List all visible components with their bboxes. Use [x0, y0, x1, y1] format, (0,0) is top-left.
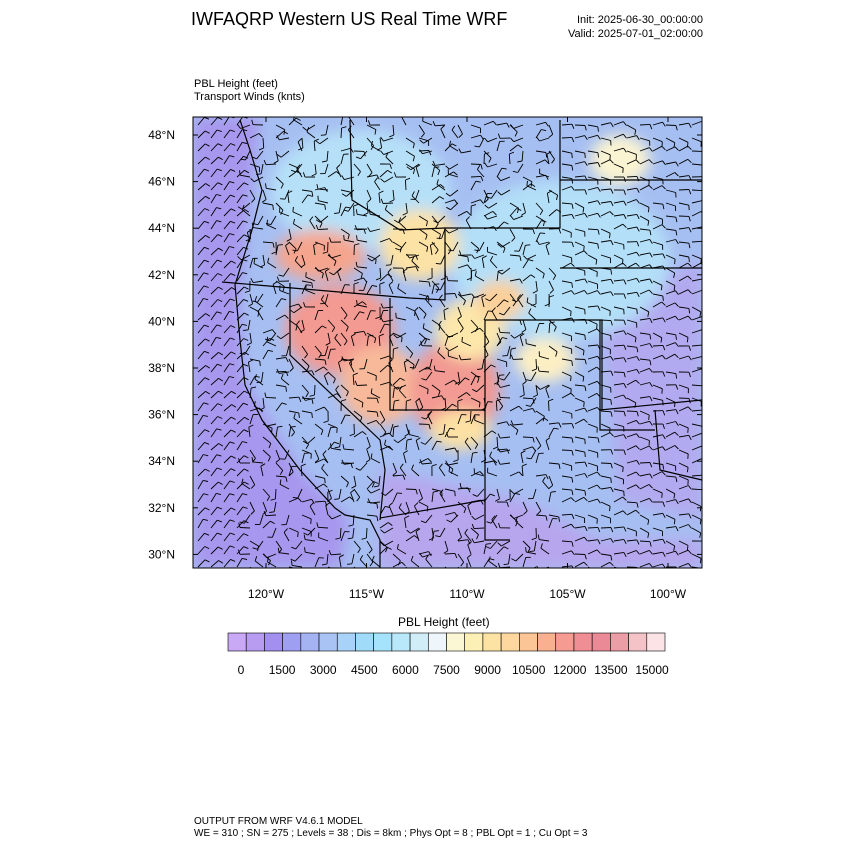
- lon-tick-label: 105°W: [549, 587, 586, 601]
- wind-barb-flag: [585, 153, 586, 158]
- wind-barb-flag: [585, 452, 586, 457]
- wind-barb-flag: [376, 259, 377, 264]
- colorbar-swatch: [447, 633, 465, 651]
- colorbar-tick-label: 12000: [553, 663, 587, 677]
- wind-barb: [575, 125, 585, 126]
- wind-barb-flag: [359, 574, 361, 579]
- wind-barb-flag: [325, 478, 326, 483]
- wind-barb: [474, 528, 484, 529]
- colorbar-swatch: [592, 633, 610, 651]
- wind-barb-flag: [260, 361, 261, 366]
- wind-barb-flag: [525, 245, 530, 246]
- lat-tick-label: 46°N: [148, 174, 175, 189]
- wind-barb-flag: [402, 337, 403, 342]
- wind-barb: [653, 345, 663, 346]
- colorbar-tick-label: 15000: [635, 663, 669, 677]
- colorbar-tick-label: 9000: [474, 663, 501, 677]
- wind-barb-flag: [597, 324, 598, 329]
- wind-barb: [601, 528, 611, 529]
- lat-tick-label: 36°N: [148, 407, 175, 422]
- wind-barb-flag: [540, 233, 545, 234]
- colorbar-tick-label: 0: [237, 663, 245, 677]
- lat-tick-label: 40°N: [148, 314, 175, 329]
- wind-barb-flag: [343, 115, 348, 116]
- wind-barb-flag: [349, 113, 352, 117]
- wind-barb-flag: [272, 428, 273, 433]
- colorbar-swatch: [355, 633, 373, 651]
- colorbar-swatch: [374, 633, 392, 651]
- colorbar-swatch: [629, 633, 647, 651]
- colorbar-tick-label: 6000: [392, 663, 419, 677]
- wind-barb: [341, 128, 342, 138]
- wind-barb-flag: [572, 153, 573, 158]
- vector-field-label: Transport Winds (knts): [194, 91, 305, 103]
- colorbar-tick-label: 7500: [433, 663, 460, 677]
- wind-barb-flag: [584, 402, 585, 407]
- wind-barb-flag: [401, 113, 405, 117]
- colorbar-swatch: [610, 633, 628, 651]
- wind-barb-flag: [347, 564, 352, 565]
- wind-barb: [601, 463, 611, 464]
- wind-barb: [562, 137, 572, 138]
- wind-barb: [640, 463, 650, 464]
- shaded-field-label: PBL Height (feet): [194, 78, 278, 90]
- colorbar-swatch: [465, 633, 483, 651]
- colorbar-swatch: [337, 633, 355, 651]
- colorbar-tick-label: 13500: [594, 663, 628, 677]
- colorbar-swatch: [538, 633, 556, 651]
- colorbar-swatch: [574, 633, 592, 651]
- colorbar: [228, 633, 669, 677]
- wind-barb: [406, 489, 416, 490]
- lat-tick-label: 30°N: [148, 547, 175, 562]
- wind-barb-flag: [675, 402, 676, 407]
- wind-barb-flag: [436, 263, 441, 264]
- colorbar-tick-label: 10500: [512, 663, 546, 677]
- wind-barb-flag: [345, 415, 350, 416]
- wind-barb: [575, 554, 585, 555]
- model-info-line-1: OUTPUT FROM WRF V4.6.1 MODEL: [194, 816, 363, 827]
- wind-barb-flag: [527, 181, 528, 186]
- wind-barb-flag: [526, 547, 527, 552]
- wind-barb-flag: [357, 300, 358, 305]
- wind-barb-flag: [267, 220, 268, 225]
- wind-barb-flag: [397, 493, 402, 494]
- wind-barb: [471, 164, 481, 165]
- wind-barb-flag: [596, 572, 597, 577]
- valid-time: Valid: 2025-07-01_02:00:00: [568, 28, 703, 40]
- init-time: Init: 2025-06-30_00:00:00: [577, 14, 703, 26]
- wind-barb: [500, 397, 510, 398]
- colorbar-swatch: [301, 633, 319, 651]
- wind-barb-flag: [583, 350, 584, 355]
- wind-barb-flag: [661, 285, 662, 290]
- wind-barb-flag: [648, 207, 649, 212]
- wind-barb: [266, 397, 276, 398]
- lat-tick-label: 48°N: [148, 128, 175, 142]
- lon-tick-label: 100°W: [649, 587, 687, 601]
- lat-tick-label: 34°N: [148, 454, 175, 469]
- wind-barb: [523, 437, 533, 438]
- colorbar-swatch: [392, 633, 410, 651]
- wind-barb-flag: [407, 576, 411, 580]
- wind-barb: [640, 124, 650, 125]
- wind-barb: [500, 332, 510, 333]
- wind-barb: [275, 489, 276, 499]
- wind-barb-flag: [306, 285, 311, 286]
- lon-tick-label: 120°W: [247, 587, 285, 601]
- wind-barb: [318, 229, 328, 230]
- wind-barb: [445, 268, 446, 278]
- lat-tick-label: 42°N: [148, 267, 175, 282]
- colorbar-tick-label: 1500: [268, 663, 296, 677]
- colorbar-swatch: [519, 633, 537, 651]
- wind-barb-flag: [293, 207, 294, 212]
- wind-barb-flag: [649, 415, 650, 420]
- wind-barb-flag: [428, 389, 429, 394]
- model-info: [194, 816, 587, 840]
- wind-barb-flag: [312, 413, 313, 418]
- wind-barb-flag: [526, 339, 527, 344]
- wind-barb: [471, 176, 481, 177]
- wind-barb-flag: [637, 309, 638, 314]
- wind-barb-flag: [278, 245, 283, 246]
- wind-barb-flag: [253, 575, 256, 579]
- wind-barb-flag: [702, 568, 703, 573]
- wind-barb-flag: [410, 368, 415, 369]
- colorbar-title: PBL Height (feet): [398, 615, 490, 629]
- wind-barb-flag: [311, 519, 312, 524]
- wind-barb: [445, 553, 455, 554]
- lon-tick-label: 115°W: [348, 587, 385, 601]
- wind-barb: [405, 180, 406, 190]
- wind-barb-flag: [321, 135, 326, 136]
- wind-barb: [679, 190, 689, 191]
- wind-barb-flag: [299, 413, 300, 418]
- colorbar-swatch: [428, 633, 446, 651]
- wind-barb-flag: [623, 467, 624, 472]
- wind-barb: [445, 294, 455, 295]
- wind-barb-flag: [462, 337, 463, 342]
- wind-barb-flag: [524, 568, 528, 571]
- wind-barb-flag: [584, 246, 585, 251]
- wind-barb: [562, 450, 572, 451]
- colorbar-swatch: [501, 633, 519, 651]
- wind-barb: [383, 203, 393, 204]
- wind-barb: [575, 359, 585, 360]
- wind-barb: [536, 359, 537, 369]
- wind-barb-flag: [462, 574, 464, 578]
- wind-barb: [315, 385, 316, 395]
- wind-barb-flag: [479, 402, 480, 407]
- wind-barb-flag: [610, 506, 611, 511]
- wind-barb-flag: [486, 544, 491, 545]
- wind-barb-flag: [280, 199, 285, 200]
- wind-barb: [601, 320, 611, 321]
- wind-barb-flag: [610, 233, 611, 238]
- lat-tick-label: 38°N: [148, 361, 175, 375]
- wind-barb-flag: [273, 205, 274, 210]
- wind-barb-flag: [675, 259, 676, 264]
- wind-barb: [627, 176, 637, 177]
- wind-barb-flag: [571, 311, 572, 316]
- wind-barb-flag: [386, 265, 391, 266]
- wind-barb-flag: [344, 235, 345, 240]
- wind-barb: [471, 271, 472, 281]
- lat-tick-label: 44°N: [148, 221, 175, 236]
- colorbar-swatch: [228, 633, 246, 651]
- wind-barb-flag: [298, 532, 299, 537]
- colorbar-swatch: [483, 633, 501, 651]
- pbl-shading: [193, 113, 705, 580]
- colorbar-swatch: [556, 633, 574, 651]
- wind-barb-flag: [451, 573, 453, 578]
- lat-tick-label: 32°N: [148, 500, 175, 515]
- wind-barb-flag: [663, 296, 664, 301]
- colorbar-swatch: [319, 633, 337, 651]
- lon-tick-label: 110°W: [449, 587, 485, 601]
- wind-barb: [692, 190, 702, 191]
- wind-barb-flag: [571, 376, 572, 381]
- wind-barb-flag: [585, 335, 586, 340]
- wind-barb: [549, 401, 550, 411]
- colorbar-swatch: [410, 633, 428, 651]
- wind-barb-flag: [700, 558, 701, 563]
- wind-barb-flag: [434, 531, 439, 532]
- map-title: IWFAQRP Western US Real Time WRF: [191, 9, 508, 29]
- colorbar-swatch: [283, 633, 301, 651]
- wind-barb: [627, 411, 637, 412]
- model-info-line-2: WE = 310 ; SN = 275 ; Levels = 38 ; Dis = 8km ; Phys Opt = 8 ; PBL Opt = 1 ; Cu Opt = 3: [194, 828, 588, 839]
- wind-barb-flag: [499, 375, 504, 376]
- wind-barb: [240, 528, 250, 529]
- colorbar-swatch: [246, 633, 264, 651]
- wind-barb: [357, 385, 367, 386]
- colorbar-swatch: [264, 633, 282, 651]
- wind-barb: [666, 125, 676, 126]
- wind-barb-flag: [689, 257, 690, 262]
- wind-barb-flag: [299, 569, 300, 574]
- wind-barb-flag: [334, 499, 339, 500]
- wind-barb-flag: [624, 491, 625, 496]
- colorbar-tick-label: 3000: [309, 663, 337, 677]
- wind-barb: [588, 527, 598, 528]
- colorbar-tick-label: 4500: [350, 663, 378, 677]
- wind-barb-flag: [611, 478, 612, 483]
- wind-barb: [366, 528, 367, 538]
- colorbar-swatch: [647, 633, 665, 651]
